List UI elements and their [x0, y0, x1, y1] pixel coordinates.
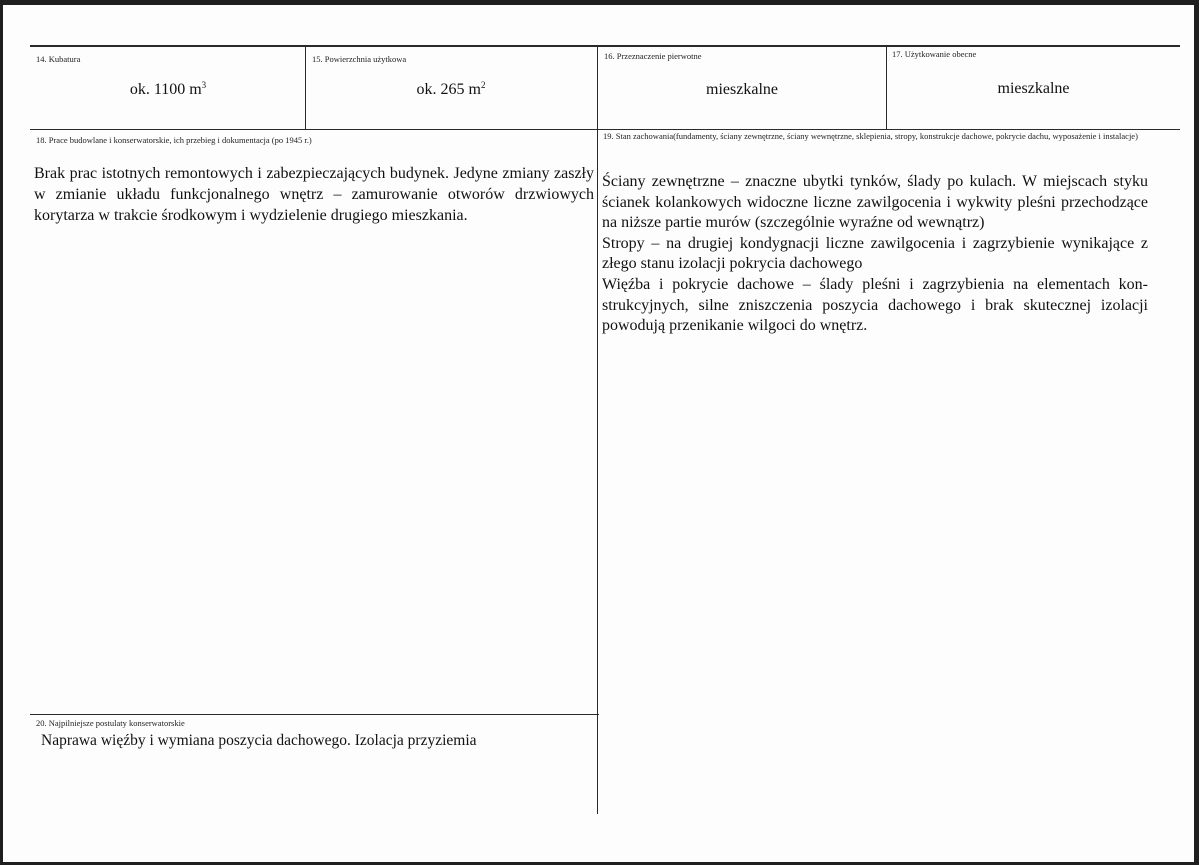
- przeznaczenie-value: mieszkalne: [706, 81, 778, 98]
- row1-rule: [30, 129, 1180, 130]
- top-rule: [30, 45, 1180, 47]
- powierzchnia-unit-exponent: 2: [480, 80, 486, 90]
- powierzchnia-label: 15. Powierzchnia użytkowa: [312, 54, 407, 64]
- kubatura-unit-exponent: 3: [201, 80, 207, 90]
- row2-rule: [30, 714, 599, 715]
- kubatura-value: ok. 1100 $m^3$: [129, 80, 207, 98]
- stan-zachowania-paragraph: Więźba i pokrycie dachowe – ślady pleśni i zagrzybienia na elementach konstrukcyjnych, silne zniszczenia poszycia dachowego i brak skutecznej izolacji powodują przenikanie wilgoci do wnętrz.: [602, 275, 1148, 335]
- uzytkowanie-label: 17. Użytkowanie obecne: [892, 49, 977, 59]
- form-sheet: [3, 5, 1194, 862]
- przeznaczenie-label: 16. Przeznaczenie pierwotne: [604, 51, 702, 61]
- stan-zachowania-label: 19. Stan zachowania(fundamenty, ściany zewnętrzne, ściany wewnętrzne, sklepienia, stropy, konstrukcje dachowe, pokrycie dachu, wyposażenie i instalacje): [603, 131, 1138, 141]
- stan-zachowania-paragraph: Stropy – na drugiej kondygnacji liczne zawilgocenia i zagrzybienie wynikające z złego stanu izolacji pokrycia dachowego: [602, 234, 1148, 273]
- powierzchnia-value: ok. 265 $m^2$: [416, 80, 486, 98]
- prace-budowlane-text: Brak prac istotnych remontowych i zabezpieczających budynek. Jedyne zmiany zaszły w zmianie układu funkcjonalnego wnętrz – zamurowanie otworów drzwiowych korytarza w trakcie środkowym i wydzielenie drugiego mieszkania.: [34, 165, 594, 224]
- stan-zachowania-text: [602, 172, 1148, 337]
- stan-zachowania-paragraph: Ściany zewnętrzne – znaczne ubytki tynków, ślady po kulach. W miejscach styku ścianek kolankowych widoczne liczne zawilgocenia i wykwity pleśni przechodzące na niższe partie murów (szczególnie wyraźne od wewnątrz): [602, 173, 1148, 232]
- kubatura-label: 14. Kubatura: [36, 54, 81, 64]
- postulaty-label: 20. Najpilniejsze postulaty konserwatorskie: [36, 718, 185, 728]
- col2-divider: [597, 47, 598, 814]
- postulaty-text: Naprawa więźby i wymiana poszycia dachowego. Izolacja przyziemia: [41, 732, 477, 749]
- uzytkowanie-value: mieszkalne: [997, 80, 1070, 97]
- prace-budowlane-label: 18. Prace budowlane i konserwatorskie, ich przebieg i dokumentacja (po 1945 r.): [36, 135, 312, 145]
